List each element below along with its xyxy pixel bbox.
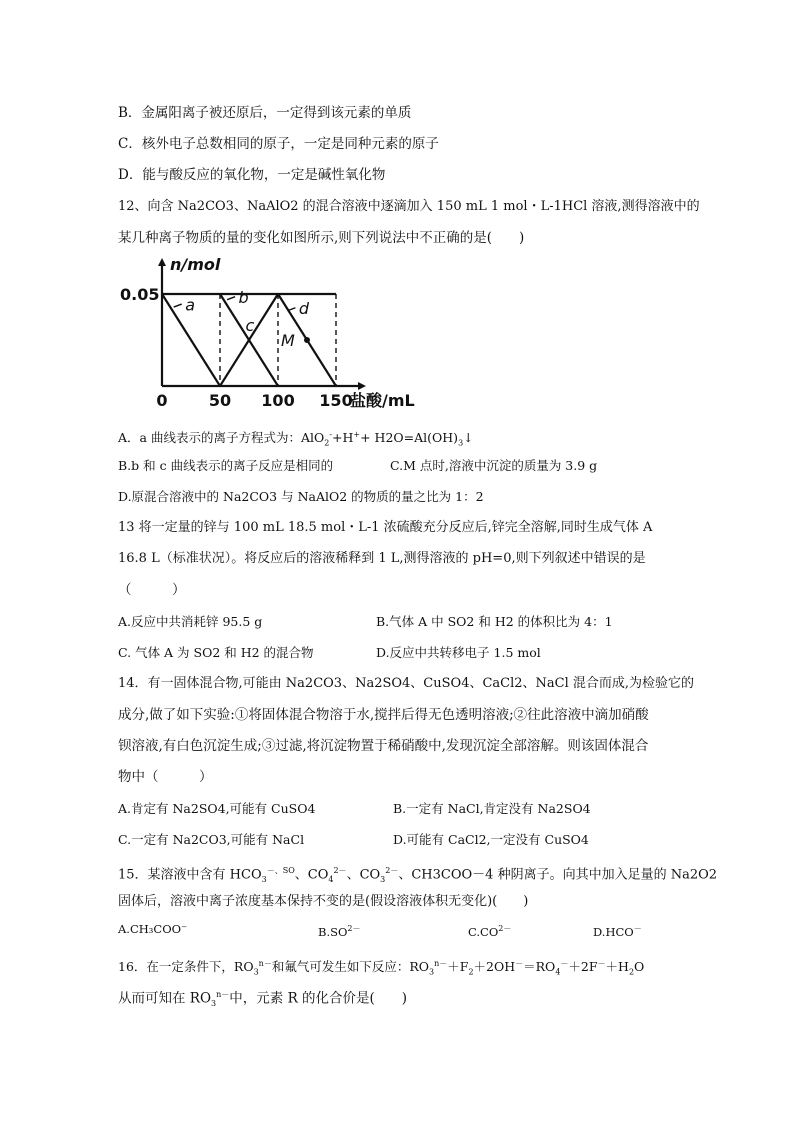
q14-stem-line3: 钡溶液,有白色沉淀生成;③过滤,将沉淀物置于稀硝酸中,发现沉淀全部溶解。则该固体混合: [118, 738, 649, 754]
x-tick-label: 50: [208, 391, 232, 410]
q16-stem-line1: 16．在一定条件下，$RO_3^{n-}$和氟气可发生如下反应：$RO_3^{n-}+F_2+2OH^-=RO_4^-+2F^-+H_2O$: [118, 959, 645, 977]
y-axis-label: n/mol: [170, 255, 221, 274]
x-tick-label: 100: [261, 391, 295, 410]
q14-stem-line2: 成分,做了如下实验:①将固体混合物溶于水,搅拌后得无色透明溶液;②往此溶液中滴加硝酸: [118, 707, 649, 723]
q13-stem-line2: 16.8 L（标准状况）。将反应后的溶液稀释到 1 L,测得溶液的 pH=0,则下列叙述中错误的是: [118, 551, 646, 566]
q13-stem-line3: （ ）: [118, 582, 186, 598]
q15-stem-line1: 15．某溶液中含有 $HCO_3^{-、SO}$、$CO_4^{2-}$、$CO_3^{2-}$、CH3COO－4 种阴离子。向其中加入足量的 Na2O2: [118, 866, 718, 884]
q12-stem-line1: 12、向含 Na2CO3、NaAlO2 的混合溶液中逐滴加入 150 mL 1 mol・L-1HCl 溶液,测得溶液中的: [118, 199, 700, 214]
curve-label-a: a: [185, 295, 196, 315]
q11-option-c: C．核外电子总数相同的原子，一定是同种元素的原子: [118, 136, 439, 152]
q15-option-c: $C.CO^{2-}$: [468, 924, 512, 939]
q12-option-c: C.M 点时,溶液中沉淀的质量为 3.9 g: [390, 458, 598, 473]
curve-label-leader: [227, 297, 235, 300]
q14-stem-line1: 14．有一固体混合物,可能由 Na2CO3、Na2SO4、CuSO4、CaCl2、NaCl 混合而成,为检验它的: [118, 676, 695, 691]
q12-option-b: B.b 和 c 曲线表示的离子反应是相同的: [118, 458, 334, 473]
q14-option-d: D.可能有 CaCl2,一定没有 CuSO4: [393, 832, 589, 847]
x-axis-label: 盐酸/mL: [350, 391, 415, 410]
q16-stem-line2: 从而可知在 $RO_3^{n-}$中，元素 R 的化合价是( ): [118, 990, 408, 1009]
x-tick-label: 0: [156, 391, 168, 410]
x-axis-arrow: [358, 382, 366, 390]
curve-label-d: d: [298, 299, 310, 319]
curve-label-leader: [174, 304, 182, 307]
q12-option-d: D.原混合溶液中的 Na2CO3 与 NaAlO2 的物质的量之比为 1：2: [118, 489, 484, 504]
q11-option-d: D．能与酸反应的氧化物，一定是碱性氧化物: [118, 167, 386, 183]
q14-option-a: A.肯定有 Na2SO4,可能有 CuSO4: [118, 801, 316, 816]
q12-stem-line2: 某几种离子物质的量的变化如图所示,则下列说法中不正确的是( ): [118, 230, 525, 246]
y-axis-arrow: [158, 258, 166, 266]
point-m: [304, 337, 310, 343]
curve-label-c: c: [245, 315, 255, 335]
q11-option-b: B．金属阳离子被还原后，一定得到该元素的单质: [118, 105, 412, 121]
q13-option-c: C. 气体 A 为 SO2 和 H2 的混合物: [118, 645, 314, 660]
q14-option-c: C.一定有 Na2CO3,可能有 NaCl: [118, 832, 305, 847]
q14-option-b: B.一定有 NaCl,肯定没有 Na2SO4: [393, 801, 591, 816]
q13-option-a: A.反应中共消耗锌 95.5 g: [118, 614, 263, 629]
q12-chart: [118, 252, 438, 422]
q14-stem-line4: 物中（ ）: [118, 769, 213, 785]
q12-option-a: A．a 曲线表示的离子方程式为：$AlO_2^-+H^++ H2O=Al(OH)_3↓$: [118, 430, 474, 448]
x-tick-label: 150: [319, 391, 353, 410]
q13-option-d: D.反应中共转移电子 1.5 mol: [376, 645, 541, 660]
point-m-label: M: [281, 331, 295, 350]
q15-option-a: A.CH₃COO⁻: [118, 922, 188, 936]
q13-stem-line1: 13 将一定量的锌与 100 mL 18.5 mol・L-1 浓硫酸充分反应后,锌完全溶解,同时生成气体 A: [118, 520, 653, 535]
q15-option-b: $B.SO^{2-}$: [318, 924, 361, 939]
curve-label-b: b: [238, 288, 249, 308]
q15-stem-line2: 固体后，溶液中离子浓度基本保持不变的是(假设溶液体积无变化)( ): [118, 894, 529, 909]
y-tick-label: 0.05: [120, 285, 160, 304]
q15-option-d: D.HCO－: [593, 924, 642, 939]
q13-option-b: B.气体 A 中 SO2 和 H2 的体积比为 4：1: [376, 614, 613, 629]
